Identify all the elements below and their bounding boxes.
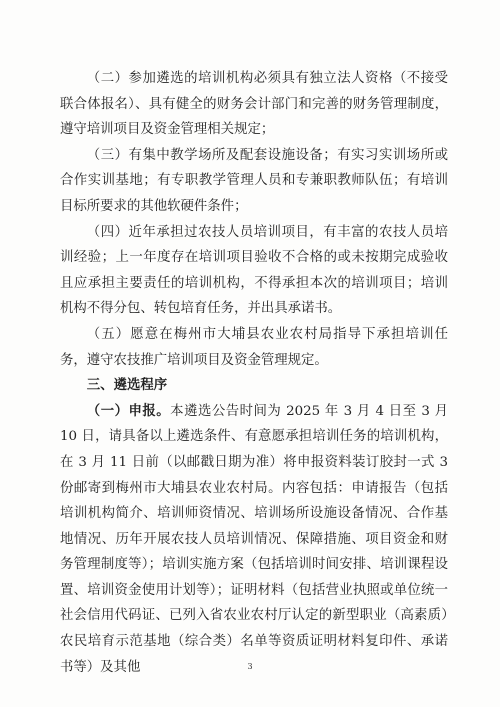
- paragraph-condition-3: （三）有集中教学场所及配套设施设备；有实习实训场所或合作实训基地；有专职教学管理人员和专兼职教师队伍；有培训目标所要求的其他软硬件条件；: [60, 147, 448, 214]
- paragraph-application: [60, 399, 448, 681]
- subsection-lead: （一）申报。: [86, 403, 171, 419]
- paragraph-condition-5: （五）愿意在梅州市大埔县农业农村局指导下承担培训任务，遵守农技推广培训项目及资金管理规定。: [60, 326, 448, 368]
- page-number: 3: [247, 662, 253, 671]
- paragraph-condition-4: （四）近年承担过农技人员培训项目，有丰富的农技人员培训经验；上一年度存在培训项目验收不合格的或未按期完成验收且应承担主要责任的培训机构，不得承担本次的培训项目；培训机构不得分包、转包培育任务，并出具承诺书。: [60, 224, 448, 317]
- section-heading: 三、遴选程序: [86, 378, 168, 394]
- paragraph-condition-2: （二）参加遴选的培训机构必须具有独立法人资格（不接受联合体报名）、具有健全的财务会计部门和完善的财务管理制度，遵守培训项目及资金管理相关规定；: [60, 71, 448, 138]
- subsection-body: 本遴选公告时间为 2025 年 3 月 4 日至 3 月 10 日，请具备以上遴选条件、有意愿承担培训任务的培训机构，在 3 月 11 日前（以邮戳日期为准）将申报资料装订胶封一式 3 份邮寄到梅州市大埔县农业农村局。内容包括：申请报告（包括培训机构简介、培训师资情况、培训场所设施设备情况、合作基地情况、历年开展农技人员培训情况、保障措施、项目资金和财务管理制度等）；培训实施方案（包括培训时间安排、培训课程设置、培训资金使用计划等）；证明材料（包括营业执照或单位统一社会信用代码证、已列入省农业农村厅认定的新型职业（高素质）农民培育示范基地（综合类）名单等资质证明材料复印件、承诺书等）及其他: [60, 403, 448, 675]
- document-body: [60, 66, 448, 680]
